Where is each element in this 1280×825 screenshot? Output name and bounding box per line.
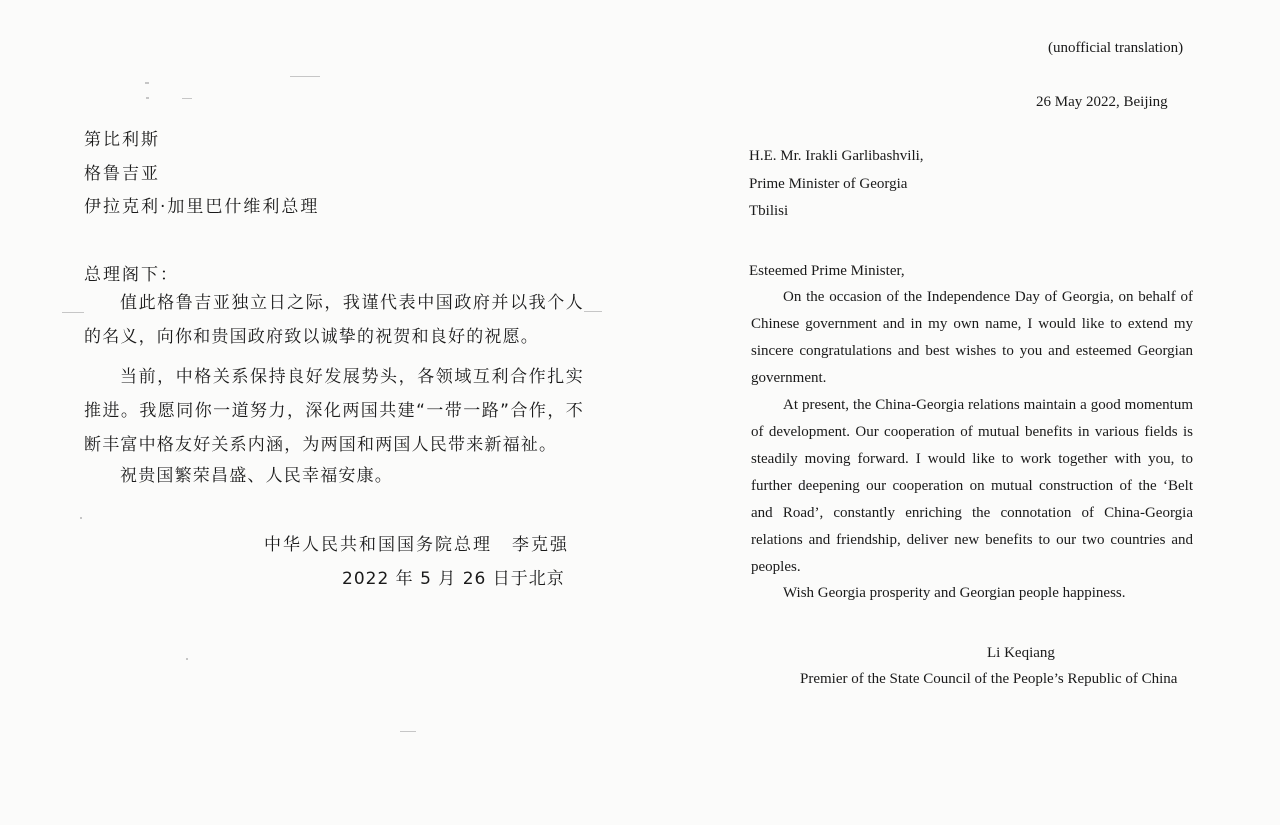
en-translation-note: (unofficial translation) (1048, 40, 1184, 56)
en-paragraph-2: At present, the China-Georgia relations maintain a good momentum of development. Our cooperation of mutual benefits in various fields is steadily moving forward. I would like to work together with you, to further deepening our cooperation on mutual construction of the ‘Belt and Road’, constantly enriching the connotation of China-Georgia relations and friendship, deliver new benefits to our two countries and peoples. (751, 397, 1193, 575)
zh-signature-name: 李克强 (512, 535, 569, 555)
zh-date-place: 2022 年 5 月 26 日于北京 (342, 569, 565, 589)
english-letter (640, 0, 1280, 825)
zh-paragraph-3: 祝贵国繁荣昌盛、人民幸福安康。 (120, 466, 393, 486)
scan-speck (186, 658, 188, 660)
zh-paragraph-1: 值此格鲁吉亚独立日之际，我谨代表中国政府并以我个人的名义，向你和贵国政府致以诚挚的祝贺和良好的祝愿。 (84, 293, 584, 347)
en-recipient-name: H.E. Mr. Irakli Garlibashvili, (749, 148, 924, 164)
scan-speck (584, 311, 602, 312)
scan-speck (290, 76, 320, 77)
zh-salutation: 总理阁下： (84, 265, 179, 285)
en-date-place: 26 May 2022, Beijing (1036, 94, 1168, 110)
zh-address-country: 格鲁吉亚 (84, 164, 160, 184)
en-signature-title: Premier of the State Council of the People’s Republic of China (800, 671, 1178, 687)
scan-speck (62, 312, 84, 313)
zh-signature-title: 中华人民共和国国务院总理 (264, 535, 492, 555)
zh-address-recipient: 伊拉克利·加里巴什维利总理 (84, 197, 320, 217)
en-signature-name: Li Keqiang (987, 645, 1055, 661)
scan-speck (182, 98, 192, 99)
en-salutation: Esteemed Prime Minister, (749, 263, 905, 279)
scan-speck (80, 517, 82, 519)
scan-speck (146, 97, 149, 99)
en-recipient-city: Tbilisi (749, 203, 789, 219)
en-paragraph-3: Wish Georgia prosperity and Georgian people happiness. (783, 585, 1126, 601)
scan-speck (145, 82, 149, 84)
zh-address-city: 第比利斯 (84, 130, 160, 150)
zh-paragraph-2: 当前，中格关系保持良好发展势头，各领域互利合作扎实推进。我愿同你一道努力，深化两国共建“一带一路”合作，不断丰富中格友好关系内涵，为两国和两国人民带来新福祉。 (84, 367, 584, 455)
en-recipient-title: Prime Minister of Georgia (749, 176, 908, 192)
en-paragraph-1: On the occasion of the Independence Day of Georgia, on behalf of Chinese government and in my own name, I would like to extend my sincere congratulations and best wishes to you and esteemed Georgian government. (751, 289, 1193, 386)
scan-speck (400, 731, 416, 732)
